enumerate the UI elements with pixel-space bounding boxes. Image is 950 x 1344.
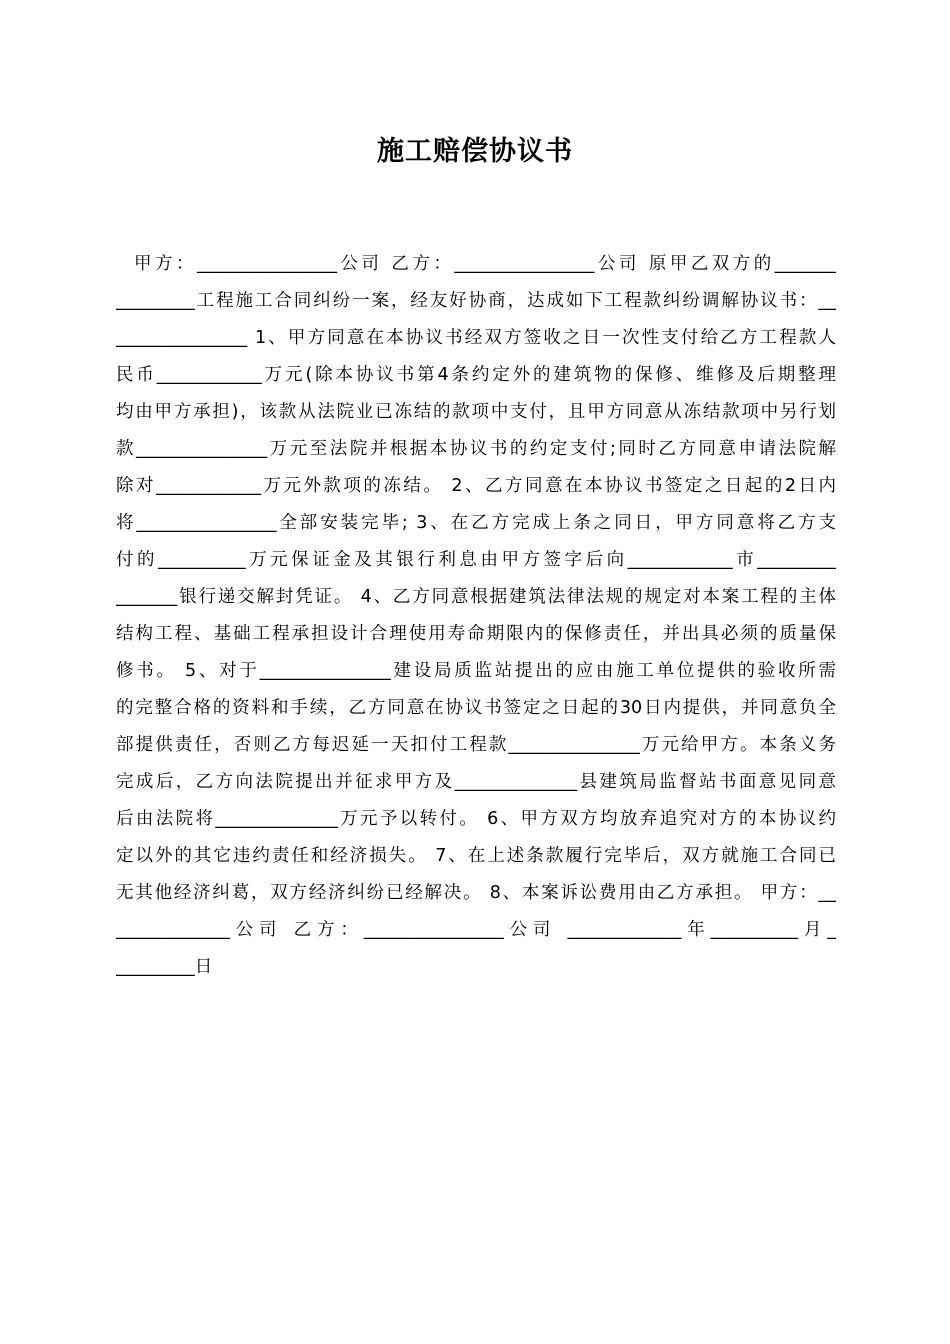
body-line: _________工程施工合同纠纷一案，经友好协商，达成如下工程款纠纷调解协议书：__	[116, 291, 836, 311]
body-line: 民币____________万元(除本协议书第4条约定外的建筑物的保修、维修及后期整理	[116, 365, 836, 385]
body-line: 的完整合格的资料和手续，乙方同意在协议书签定之日起的30日内提供，并同意负全	[116, 698, 836, 718]
body-line: 修书。 5、对于_______________建设局质监站提出的应由施工单位提供的验收所需	[116, 661, 836, 681]
body-line: _______________ 1、甲方同意在本协议书经双方签收之日一次性支付给乙方工程款人	[116, 328, 836, 348]
body-line: 将________________全部安装完毕; 3、在乙方完成上条之同日，甲方同意将乙方支	[116, 513, 836, 533]
body-line: 均由甲方承担)，该款从法院业已冻结的款项中支付，且甲方同意从冻结款项中另行划	[116, 402, 836, 422]
body-line: 付的__________万元保证金及其银行利息由甲方签字后向____________市_________	[116, 550, 836, 570]
body-line: 除对____________万元外款项的冻结。 2、乙方同意在本协议书签定之日起的2日内	[116, 476, 836, 496]
body-line: _________日	[116, 957, 213, 977]
body-line: 甲方：________________公司 乙方：________________公司 原甲乙双方的_______	[134, 254, 836, 274]
body-line: 后由法院将______________万元予以转付。 6、甲方双方均放弃追究对方的本协议约	[116, 809, 836, 829]
body-line: 结构工程、基础工程承担设计合理使用寿命期限内的保修责任，并出具必须的质量保	[116, 624, 836, 644]
agreement-body	[116, 246, 836, 986]
body-line: 部提供责任，否则乙方每迟延一天扣付工程款_______________万元给甲方。本条义务	[116, 735, 836, 755]
body-line: 定以外的其它违约责任和经济损失。 7、在上述条款履行完毕后，双方就施工合同已	[116, 846, 836, 866]
body-line: _____________公司 乙方：________________公司 _____________年__________月_	[116, 920, 836, 940]
document-title: 施工赔偿协议书	[377, 136, 573, 167]
body-line: 完成后，乙方向法院提出并征求甲方及______________县建筑局监督站书面意见同意	[116, 772, 836, 792]
body-line: _______银行递交解封凭证。 4、乙方同意根据建筑法律法规的规定对本案工程的主体	[116, 587, 836, 607]
body-line: 款_______________万元至法院并根据本协议书的约定支付;同时乙方同意申请法院解	[116, 439, 836, 459]
body-line: 无其他经济纠葛，双方经济纠纷已经解决。 8、本案诉讼费用由乙方承担。 甲方：__	[116, 883, 836, 903]
